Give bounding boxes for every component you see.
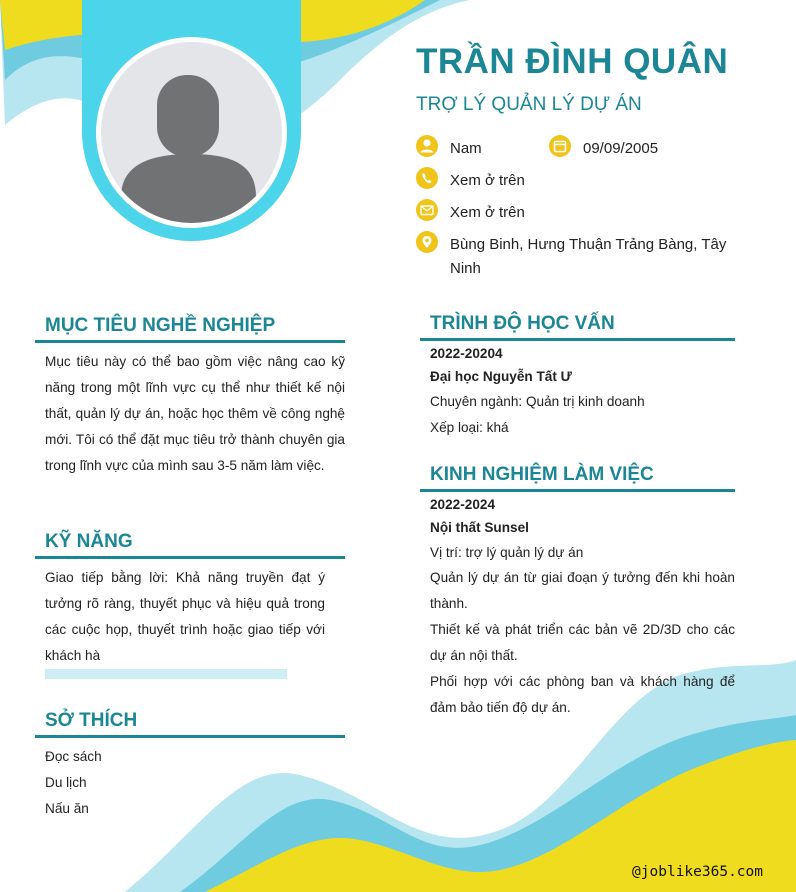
hobby-item: Du lịch [45, 775, 87, 790]
email-value: Xem ở trên [450, 204, 525, 221]
candidate-role: TRỢ LÝ QUẢN LÝ DỰ ÁN [416, 94, 642, 115]
address-value [450, 233, 726, 281]
skills-title: KỸ NĂNG [45, 531, 133, 552]
experience-position: Vị trí: trợ lý quản lý dự án [430, 545, 584, 560]
hobbies-title: SỞ THÍCH [45, 710, 138, 731]
address-row [416, 233, 736, 281]
education-period: 2022-20204 [430, 346, 503, 361]
gender-value: Nam [450, 140, 482, 157]
birthdate-row [549, 137, 658, 161]
hobbies-divider [35, 735, 345, 738]
experience-divider [420, 489, 735, 492]
skills-divider [35, 556, 345, 559]
education-title: TRÌNH ĐỘ HỌC VẤN [430, 313, 615, 334]
experience-duty: Thiết kế và phát triển các bản vẽ 2D/3D cho các dự án nội thất. [430, 622, 735, 663]
envelope-icon [416, 199, 438, 221]
email-row [416, 201, 525, 225]
experience-period: 2022-2024 [430, 497, 496, 512]
objective-text: Mục tiêu này có thể bao gồm việc nâng cao kỹ năng trong một lĩnh vực cụ thể như thiết kế nội thất, quản lý dự án, hoặc học thêm về công nghệ mới. Tôi có thể đặt mục tiêu trở thành chuyên gia trong lĩnh vực của mình sau 3-5 năm làm việc. [45, 354, 345, 473]
watermark: @joblike365.com [632, 864, 763, 880]
user-icon [416, 135, 438, 157]
address-line-1: Bùng Binh, Hưng Thuận Trảng Bàng, Tây [450, 236, 727, 253]
skill-level-bar [45, 669, 287, 679]
experience-company: Nội thất Sunsel [430, 520, 529, 535]
experience-title: KINH NGHIỆM LÀM VIỆC [430, 464, 654, 485]
education-divider [420, 338, 735, 341]
phone-row [416, 169, 525, 193]
education-major: Chuyên ngành: Quản trị kinh doanh [430, 394, 645, 409]
skills-text: Giao tiếp bằng lời: Khả năng truyền đạt ý tưởng rõ ràng, thuyết phục và hiệu quả trong các cuộc họp, thuyết trình hoặc giao tiếp với khách hà [45, 570, 325, 663]
candidate-name: TRẦN ĐÌNH QUÂN [416, 42, 729, 81]
person-silhouette-icon [101, 42, 282, 223]
education-school: Đại học Nguyễn Tất Ư [430, 369, 572, 384]
phone-icon [416, 167, 438, 189]
objective-divider [35, 340, 345, 343]
birthdate-value: 09/09/2005 [583, 140, 659, 157]
hobby-item: Nấu ăn [45, 801, 89, 816]
hobby-item: Đọc sách [45, 749, 102, 764]
location-pin-icon [416, 231, 438, 253]
experience-duty: Quản lý dự án từ giai đoạn ý tưởng đến khi hoàn thành. [430, 570, 735, 611]
objective-title: MỤC TIÊU NGHỀ NGHIỆP [45, 315, 276, 336]
address-line-2: Ninh [450, 260, 481, 277]
education-grade: Xếp loại: khá [430, 420, 509, 435]
phone-value: Xem ở trên [450, 172, 525, 189]
calendar-icon [549, 135, 571, 157]
gender-row [416, 137, 482, 161]
experience-duty: Phối hợp với các phòng ban và khách hàng để đảm bảo tiến độ dự án. [430, 674, 735, 715]
avatar [101, 42, 282, 223]
